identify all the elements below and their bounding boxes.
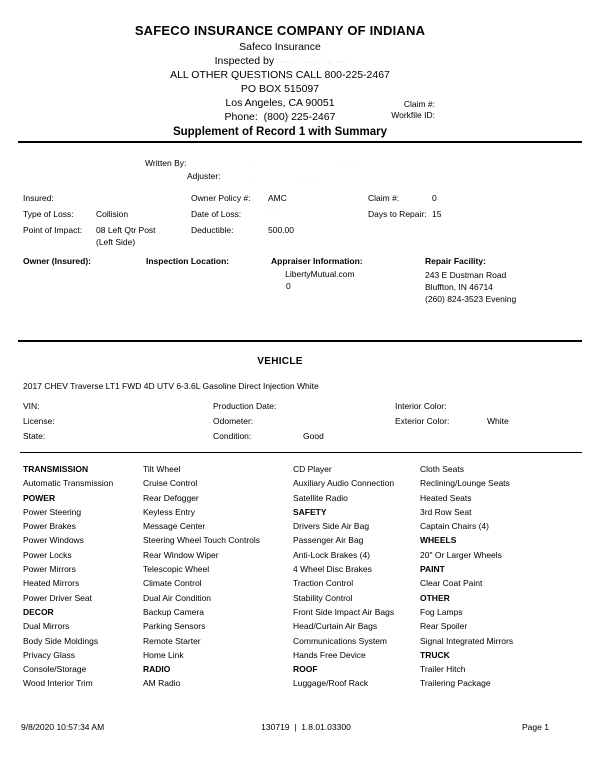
features-column [23, 464, 113, 693]
feature-item: Automatic Transmission [23, 478, 114, 489]
feature-item: Fog Lamps [420, 606, 463, 617]
adjuster-label: Adjuster: [187, 171, 221, 181]
feature-item: Auxiliary Audio Connection [293, 478, 395, 489]
feature-item: Power Locks [23, 549, 72, 560]
vin-label: VIN: [23, 401, 40, 411]
repair-address-line1: 243 E Dustman Road [425, 270, 507, 280]
features-column [143, 464, 260, 693]
feature-item: Trailering Package [420, 678, 491, 689]
feature-item: Power Windows [23, 535, 84, 546]
feature-item: Power Brakes [23, 521, 76, 532]
claim-workfile-block [335, 99, 435, 121]
phone-line: Phone: (800) 225-2467 [224, 111, 336, 123]
feature-item: Power Mirrors [23, 564, 76, 575]
feature-item: Console/Storage [23, 664, 87, 675]
redacted-text: · · · [298, 173, 315, 180]
condition-value: Good [303, 431, 324, 441]
feature-item: Privacy Glass [23, 649, 75, 660]
feature-item: Heated Mirrors [23, 578, 80, 589]
redacted-text: ······· · ··· ··· ··· ···· [277, 59, 346, 66]
feature-section-label: POWER [23, 492, 56, 503]
point-of-impact-value: 08 Left Qtr Post [96, 225, 156, 235]
feature-section-label: WHEELS [420, 535, 457, 546]
feature-item: Captain Chairs (4) [420, 521, 489, 532]
inspection-location-header: Inspection Location: [146, 256, 230, 266]
feature-item: Message Center [143, 521, 206, 532]
document-title: Supplement of Record 1 with Summary [172, 126, 388, 138]
feature-item: Anti-Lock Brakes (4) [293, 549, 370, 560]
feature-item: Signal Integrated Mirrors [420, 635, 514, 646]
days-to-repair-value: 15 [432, 209, 442, 219]
vehicle-description: 2017 CHEV Traverse LT1 FWD 4D UTV 6-3.6L Gasoline Direct Injection White [23, 381, 319, 391]
feature-item: Satellite Radio [293, 492, 348, 503]
owner-policy-label: Owner Policy #: [191, 193, 251, 203]
redacted-text: · [250, 160, 253, 167]
feature-item: Communications System [293, 635, 388, 646]
feature-item: Rear Defogger [143, 492, 199, 503]
feature-item: Body Side Moldings [23, 635, 99, 646]
questions-line: ALL OTHER QUESTIONS CALL 800-225-2467 [170, 69, 390, 81]
feature-item: Stability Control [293, 592, 353, 603]
feature-item: Clear Coat Paint [420, 578, 483, 589]
inspected-by-line [30, 55, 530, 67]
claim-number-label: Claim #: [403, 99, 435, 109]
insured-label: Insured: [23, 193, 54, 203]
feature-item: Backup Camera [143, 606, 204, 617]
feature-item: Wood Interior Trim [23, 678, 93, 689]
point-of-impact-label: Point of Impact: [23, 225, 83, 235]
repair-facility-header: Repair Facility: [425, 256, 486, 266]
feature-section-label: OTHER [420, 592, 450, 603]
license-label: License: [23, 416, 55, 426]
feature-item: 20" Or Larger Wheels [420, 549, 502, 560]
footer-page-number: Page 1 [522, 722, 549, 732]
feature-item: Dual Mirrors [23, 621, 70, 632]
claim-number-row-label: Claim #: [368, 193, 400, 203]
feature-item: Passenger Air Bag [293, 535, 364, 546]
footer-timestamp: 9/8/2020 10:57:34 AM [21, 722, 105, 732]
exterior-color-label: Exterior Color: [395, 416, 450, 426]
feature-item: Tilt Wheel [143, 464, 181, 474]
feature-item: Parking Sensors [143, 621, 206, 632]
feature-item: CD Player [293, 464, 332, 474]
feature-item: Dual Air Condition [143, 592, 212, 603]
feature-section-label: TRUCK [420, 649, 450, 660]
feature-item: Telescopic Wheel [143, 564, 210, 575]
feature-item: Reclining/Lounge Seats [420, 478, 510, 489]
company-name: SAFECO INSURANCE COMPANY OF INDIANA [134, 23, 426, 38]
divider [20, 452, 582, 453]
feature-item: Hands Free Device [293, 649, 366, 660]
appraiser-email: ·LibertyMutual.com [283, 269, 355, 279]
feature-item: Traction Control [293, 578, 354, 589]
divider [18, 141, 582, 143]
feature-item: Rear Window Wiper [143, 549, 219, 560]
appraiser-line2: 0 [286, 281, 291, 291]
feature-section-label: DECOR [23, 606, 54, 617]
feature-item: 3rd Row Seat [420, 506, 472, 517]
features-column [420, 464, 513, 693]
interior-color-label: Interior Color: [395, 401, 447, 411]
point-of-impact-value-2: (Left Side) [96, 237, 136, 247]
workfile-id-label: Workfile ID: [391, 110, 435, 120]
redacted-text: · [283, 272, 286, 279]
feature-item: 4 Wheel Disc Brakes [293, 564, 372, 575]
brand-line: Safeco Insurance [239, 41, 321, 53]
po-box-line: PO BOX 515097 [240, 83, 320, 95]
written-by-label: Written By: [145, 158, 187, 168]
feature-section-label: ROOF [293, 664, 318, 675]
deductible-label: Deductible: [191, 225, 234, 235]
feature-item: Steering Wheel Touch Controls [143, 535, 261, 546]
days-to-repair-label: Days to Repair: [368, 209, 427, 219]
state-label: State: [23, 431, 46, 441]
exterior-color-value: White [487, 416, 509, 426]
feature-item: Cruise Control [143, 478, 198, 489]
redacted-text: · [248, 173, 251, 180]
repair-address-line2: Bluffton, IN 46714 [425, 282, 493, 292]
feature-item: Heated Seats [420, 492, 472, 503]
feature-item: Drivers Side Air Bag [293, 521, 370, 532]
owner-insured-header: Owner (Insured): [23, 256, 92, 266]
feature-section-label: PAINT [420, 564, 445, 575]
type-of-loss-value: Collision [96, 209, 129, 219]
date-of-loss-label: Date of Loss: [191, 209, 242, 219]
owner-policy-value: AMC [268, 193, 287, 203]
footer-version: 130719 | 1.8.01.03300 [261, 722, 351, 732]
repair-facility-address [425, 269, 516, 305]
claim-number-value: 0· [432, 193, 439, 203]
feature-item: Climate Control [143, 578, 202, 589]
appraiser-information-header: Appraiser Information: [271, 256, 363, 266]
feature-section-label: SAFETY [293, 506, 327, 517]
vehicle-section-title: VEHICLE [257, 356, 303, 367]
feature-item: Trailer Hitch [420, 664, 466, 675]
production-date-label: Production Date: [213, 401, 277, 411]
city-line: Los Angeles, CA 90051 [225, 97, 335, 109]
features-column [293, 464, 394, 693]
feature-item: Luggage/Roof Rack [293, 678, 369, 689]
redacted-text: · ·· [270, 212, 279, 219]
feature-item: Head/Curtain Air Bags [293, 621, 378, 632]
redacted-text: · [436, 196, 439, 203]
feature-item: Home Link [143, 649, 184, 660]
divider [18, 340, 582, 342]
odometer-label: Odometer: [213, 416, 254, 426]
type-of-loss-label: Type of Loss: [23, 209, 74, 219]
feature-item: AM Radio [143, 678, 181, 689]
condition-label: Condition: [213, 431, 252, 441]
feature-item: Keyless Entry [143, 506, 195, 517]
feature-item: Rear Spoiler [420, 621, 468, 632]
repair-phone: (260) 824-3523 Evening [425, 294, 517, 304]
feature-section-label: RADIO [143, 664, 171, 675]
redacted-text: · · · [340, 160, 355, 167]
inspected-by-label: Inspected by [214, 55, 278, 67]
feature-item: Power Driver Seat [23, 592, 92, 603]
feature-item: Cloth Seats [420, 464, 464, 474]
feature-item: Remote Starter [143, 635, 201, 646]
deductible-value: 500.00 [268, 225, 294, 235]
features-grid [23, 464, 583, 689]
feature-section-label: TRANSMISSION [23, 464, 89, 474]
feature-item: Front Side Impact Air Bags [293, 606, 395, 617]
feature-item: Power Steering [23, 506, 82, 517]
